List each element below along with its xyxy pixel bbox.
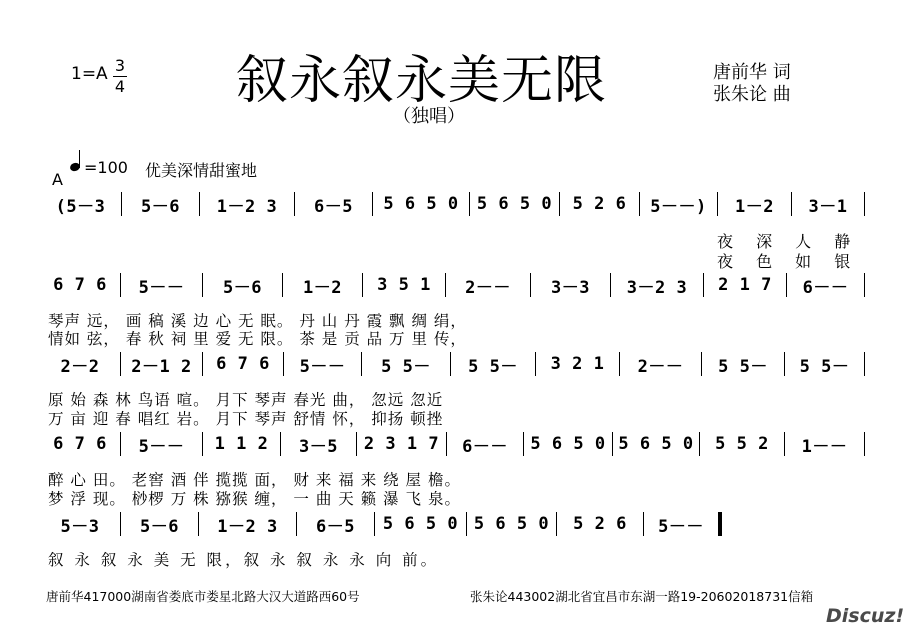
measure: 1－2 <box>283 273 363 297</box>
lyric-line-1b: 夜 色 如 银 <box>717 252 860 271</box>
measure: 5 6 5 0 <box>613 432 700 456</box>
measure: 5 5 2 <box>700 432 785 456</box>
measure: 5 6 5 0 <box>375 512 467 536</box>
measure: 5－6 <box>122 192 200 216</box>
measure: 3－5 <box>281 432 357 456</box>
measure: (5－3 <box>40 192 122 216</box>
measure: 5－6 <box>121 512 199 536</box>
measure: 1 1 2 <box>203 432 281 456</box>
measure: 6 7 6 <box>203 352 284 376</box>
note-stem <box>79 150 80 168</box>
measure: 1－2 3 <box>200 192 295 216</box>
lyric-line-2a: 琴声 远， 画 稿 溪 边 心 无 眠。 丹 山 丹 霞 飘 绸 绢， <box>48 312 467 330</box>
score-line-2 <box>40 273 865 303</box>
lyric-line-3b: 万 亩 迎 春 唱红 岩。 月下 琴声 舒情 怀， 抑扬 顿挫 <box>48 410 444 428</box>
measure: 3 5 1 <box>363 273 446 297</box>
measure: 5 6 5 0 <box>470 192 560 216</box>
key-signature: 1=A <box>71 64 108 84</box>
measure: 1－2 <box>718 192 792 216</box>
lyric-line-5: 叙 永 叙 永 美 无 限，叙 永 叙 永 永 向 前。 <box>48 551 440 569</box>
measure: 5 5－ <box>451 352 536 376</box>
song-title: 叙永叙永美无限 <box>236 51 608 111</box>
measure: 5－3 <box>40 512 121 536</box>
measure: 5－－ <box>121 273 203 297</box>
measure: 2 1 7 <box>704 273 787 297</box>
measure: 2－－ <box>446 273 531 297</box>
measure: 5 2 6 <box>560 192 640 216</box>
measure: 1－2 3 <box>199 512 297 536</box>
lyric-line-1a: 夜 深 人 静 <box>717 232 860 251</box>
measure: 2－－ <box>620 352 702 376</box>
lyric-line-3a: 原 始 森 林 鸟语 喧。 月下 琴声 春光 曲， 忽远 忽近 <box>48 391 444 409</box>
measure: 5 5－ <box>702 352 785 376</box>
score-line-5 <box>40 512 740 542</box>
score-line-1 <box>40 192 865 222</box>
composer-credit: 张朱论 曲 <box>713 84 791 105</box>
time-signature <box>113 56 127 97</box>
measure: 3 2 1 <box>536 352 620 376</box>
measure: 5－－) <box>640 192 718 216</box>
lyric-line-2b: 情如 弦， 春 秋 祠 里 爱 无 限。 茶 是 贡 品 万 里 传， <box>48 330 467 348</box>
measure: 3－1 <box>792 192 865 216</box>
score-line-3 <box>40 352 865 382</box>
tempo-marking: =100 <box>84 158 128 177</box>
song-subtitle: （独唱） <box>393 106 465 127</box>
lyric-line-4b: 梦 浮 现。 桫椤 万 株 猕猴 缠， 一 曲 天 籁 瀑 飞 泉。 <box>48 490 461 508</box>
measure: 2－1 2 <box>121 352 203 376</box>
measure: 2－2 <box>40 352 121 376</box>
measure: 5 5－ <box>785 352 865 376</box>
score-line-4 <box>40 432 865 462</box>
meter-bottom: 4 <box>114 77 126 96</box>
lyricist-credit: 唐前华 词 <box>713 62 791 83</box>
measure: 3－3 <box>531 273 611 297</box>
measure: 5 6 5 0 <box>524 432 613 456</box>
measure: 5 6 5 0 <box>373 192 470 216</box>
section-a-label: A <box>52 170 63 189</box>
measure: 3－2 3 <box>611 273 704 297</box>
measure: 6－5 <box>297 512 375 536</box>
measure: 6 7 6 <box>40 432 121 456</box>
footer-lyricist-address: 唐前华417000湖南省娄底市娄星北路大汉大道路西60号 <box>46 589 360 604</box>
measure: 5 5－ <box>362 352 451 376</box>
footer-composer-address: 张朱论443002湖北省宜昌市东湖一路19-20602018731信箱 <box>470 589 814 604</box>
measure: 5－6 <box>203 273 283 297</box>
measure: 1－－ <box>785 432 865 456</box>
lyric-line-4a: 醉 心 田。 老窖 酒 伴 揽揽 面， 财 来 福 来 绕 屋 檐。 <box>48 471 461 489</box>
measure: 5 6 5 0 <box>467 512 557 536</box>
watermark-logo: Discuz! <box>826 605 905 627</box>
measure: 5－－ <box>284 352 362 376</box>
measure: 5－－ <box>121 432 203 456</box>
measure: 5 2 6 <box>557 512 644 536</box>
measure: 6－－ <box>447 432 524 456</box>
expression-marking: 优美深情甜蜜地 <box>145 161 258 180</box>
measure: 2 3 1 7 <box>357 432 447 456</box>
measure: 5－－ <box>644 512 722 536</box>
meter-top: 3 <box>114 56 126 75</box>
measure: 6－5 <box>295 192 373 216</box>
measure: 6 7 6 <box>40 273 121 297</box>
measure: 6－－ <box>787 273 865 297</box>
